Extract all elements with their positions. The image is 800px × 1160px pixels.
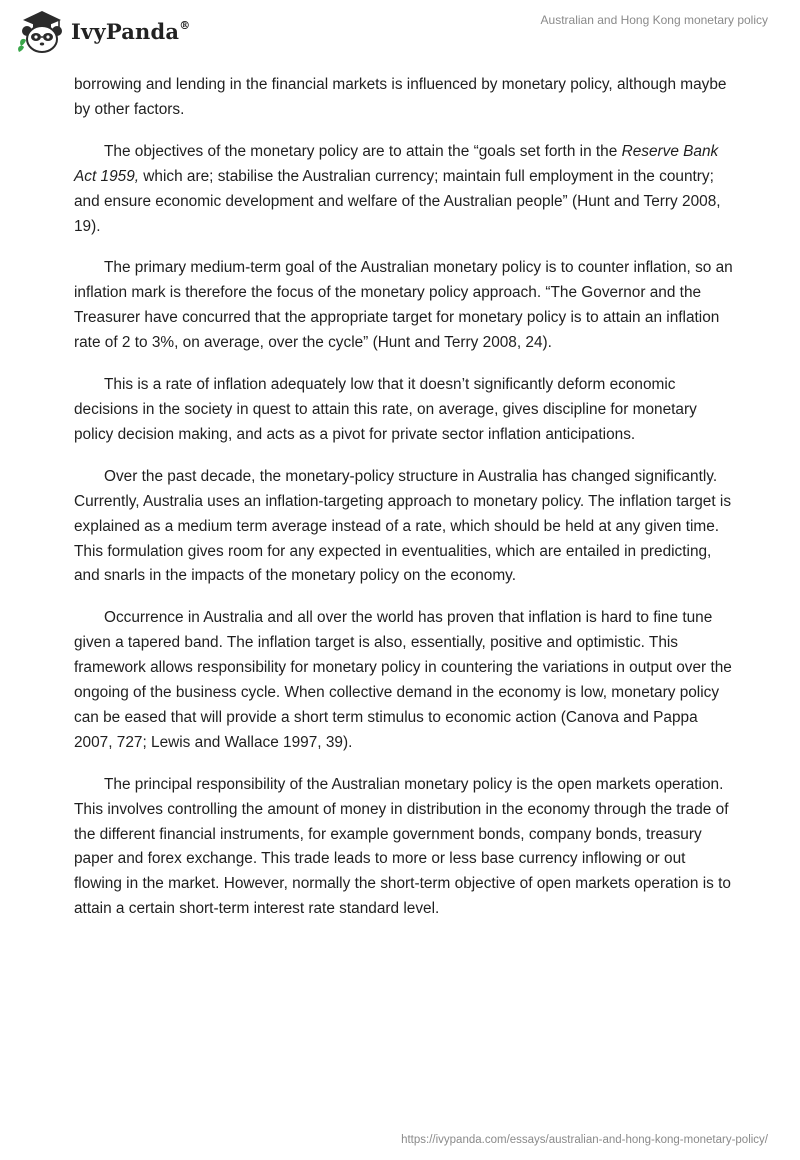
- paragraph-text: which are; stabilise the Australian currency; maintain full employment in the country; and ensure economic development and welfare of the Australian people” (Hunt and Terry 2008, 19).: [74, 167, 721, 235]
- document-title: Australian and Hong Kong monetary policy: [540, 13, 768, 27]
- page-header: [0, 0, 800, 64]
- cited-act-title: Reserve Bank Act 1959,: [74, 142, 719, 185]
- essay-body: [74, 73, 734, 939]
- registered-mark: ®: [179, 18, 191, 32]
- paragraph: Over the past decade, the monetary-policy structure in Australia has changed significantly. Currently, Australia uses an inflation-targeting approach to monetary policy. The inflation target is explained as a medium term average instead of a rate, which should be held at any given time. This formulation gives room for any expected in eventualities, which are entailed in predicting, and snarls in the impacts of the monetary policy on the economy.: [74, 467, 732, 585]
- paragraph: Occurrence in Australia and all over the world has proven that inflation is hard to fine tune given a tapered band. The inflation target is also, essentially, positive and optimistic. This framework allows responsibility for monetary policy in countering the variations in output over the ongoing of the business cycle. When collective demand in the economy is low, monetary policy can be eased that will provide a short term stimulus to economic action (Canova and Pappa 2007, 727; Lewis and Wallace 1997, 39).: [74, 609, 732, 751]
- paragraph: The principal responsibility of the Australian monetary policy is the open markets operation. This involves controlling the amount of money in distribution in the economy through the trade of the different financial instruments, for example government bonds, company bonds, treasury paper and forex exchange. This trade leads to more or less base currency inflowing or out flowing in the market. However, normally the short-term objective of open markets operation is to attain a certain short-term interest rate standard level.: [74, 775, 731, 918]
- panda-logo-icon: [15, 6, 65, 56]
- source-url-link[interactable]: https://ivypanda.com/essays/australian-and-hong-kong-monetary-policy/: [401, 1134, 768, 1146]
- brand-name: IvyPanda®: [71, 18, 191, 44]
- paragraph: This is a rate of inflation adequately low that it doesn’t significantly deform economic decisions in the society in quest to attain this rate, on average, gives discipline for monetary policy decision making, and acts as a pivot for private sector inflation anticipations.: [74, 376, 697, 443]
- paragraph: The primary medium-term goal of the Australian monetary policy is to counter inflation, so an inflation mark is therefore the focus of the monetary policy approach. “The Governor and the Treasurer have concurred that the appropriate target for monetary policy is to attain an inflation rate of 2 to 3%, on average, over the cycle” (Hunt and Terry 2008, 24).: [74, 259, 733, 352]
- paragraph: borrowing and lending in the financial markets is influenced by monetary policy, although maybe by other factors.: [74, 76, 727, 118]
- paragraph-text: The objectives of the monetary policy are to attain the “goals set forth in the: [104, 142, 622, 160]
- paragraph: [74, 140, 734, 240]
- brand-logo[interactable]: [15, 6, 190, 56]
